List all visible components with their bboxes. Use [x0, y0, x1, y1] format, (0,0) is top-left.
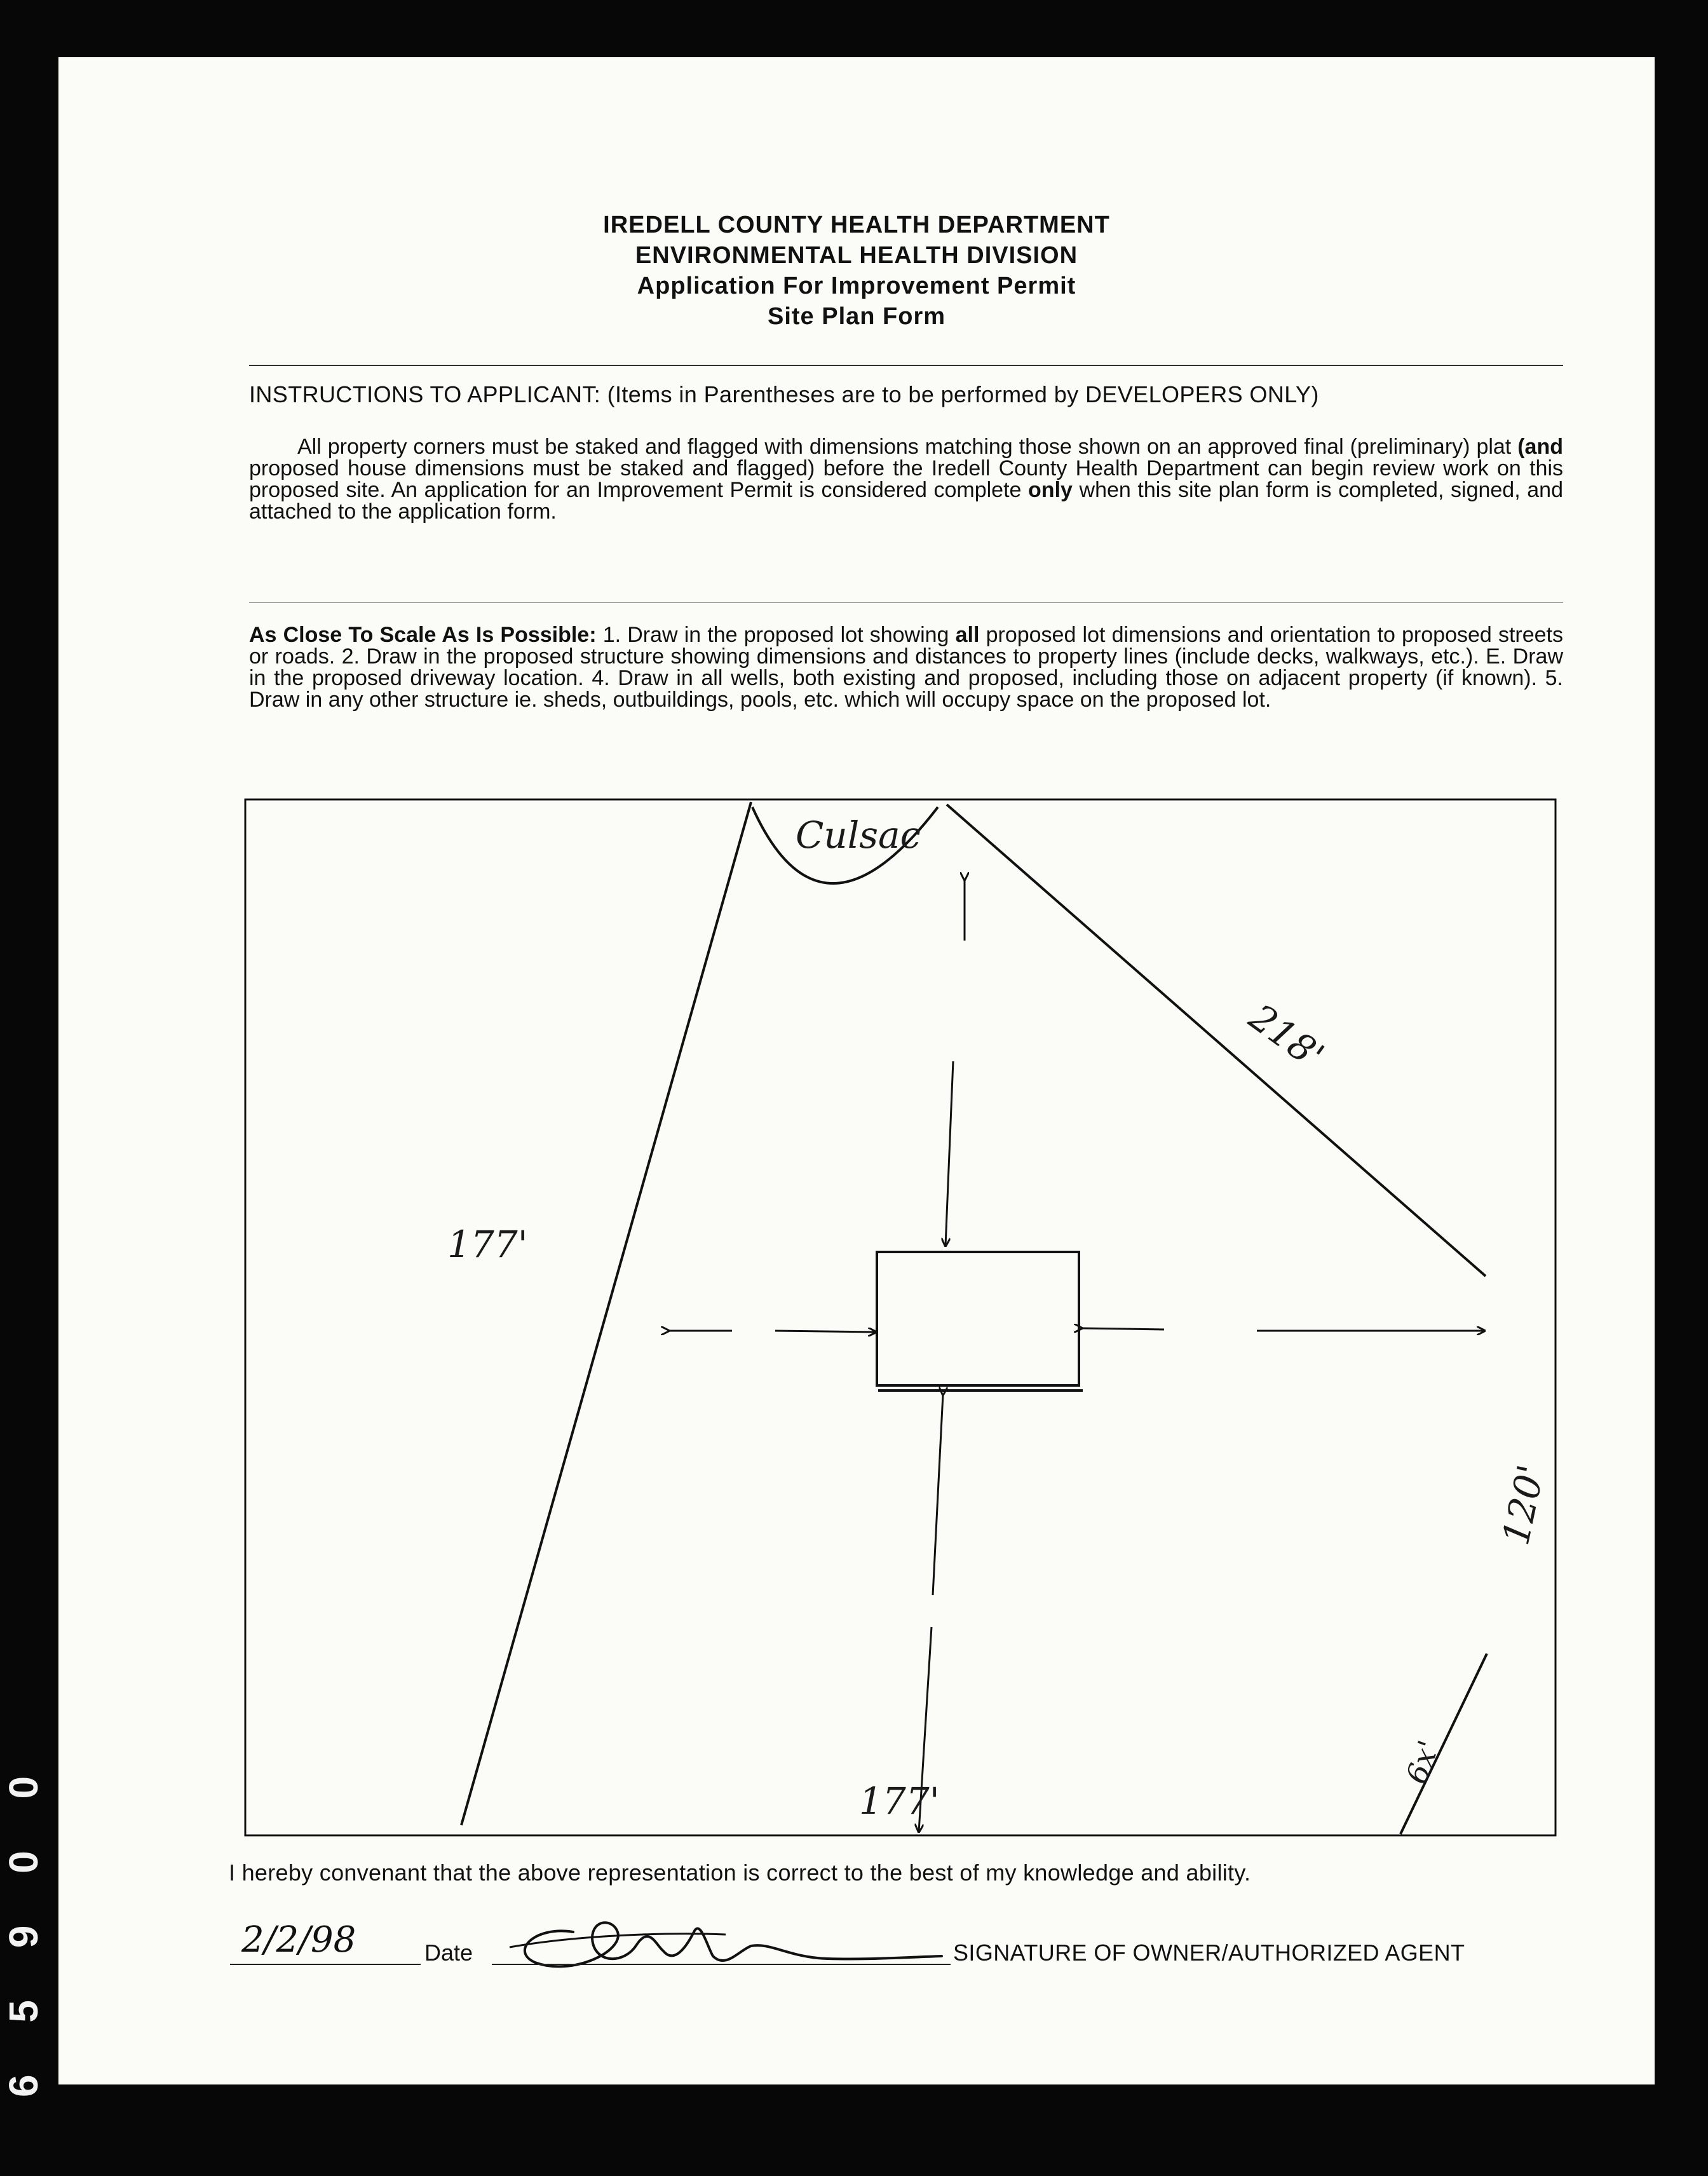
edge-document-number: 6 5 9 0 0 — [1, 1755, 46, 2097]
dimension-left-label: 177' — [447, 1223, 528, 1266]
scale-lead: As Close To Scale As Is Possible: — [249, 623, 597, 647]
signature-label: SIGNATURE OF OWNER/AUTHORIZED AGENT — [953, 1940, 1465, 1966]
dimension-diagonal-label: 218' — [1241, 995, 1332, 1078]
instructions-text-1: All property corners must be staked and flagged with dimensions matching those shown on an approved final (preliminary) plat — [297, 435, 1518, 459]
owner-signature — [497, 1907, 954, 1976]
dimension-right-label: 120' — [1494, 1460, 1554, 1549]
scale-text-2: proposed lot dimensions and orientation to proposed streets or roads. 2. Draw in the proposed structure showing dimensions and distances to property lines (include decks, walkways, etc.). E. Draw in the proposed driveway location. 4. Draw in all wells, both existing and proposed, including those on adjacent property (if known). 5. Draw in any other structure ie. sheds, outbuildings, pools, etc. which will occupy space on the proposed lot. — [249, 623, 1563, 712]
scale-text-1: 1. Draw in the proposed lot showing — [596, 623, 956, 647]
instructions-title: INSTRUCTIONS TO APPLICANT: (Items in Parentheses are to be performed by DEVELOPERS ONLY) — [249, 381, 1319, 407]
dist-arrow-top-lower — [946, 1061, 953, 1246]
attestation-statement: I hereby convenant that the above representation is correct to the best of my knowledge and ability. — [229, 1860, 1251, 1886]
cul-de-sac-label: Culsac — [796, 813, 921, 857]
lot-line-left — [461, 802, 751, 1825]
date-value: 2/2/98 — [241, 1919, 356, 1961]
dist-arrow-left-inner — [775, 1331, 876, 1332]
dist-arrow-bottom-upper — [933, 1394, 943, 1595]
signature-row — [230, 1919, 1596, 1970]
instructions-text-3: when this site plan form is completed, signed, and attached to the application form. — [249, 478, 1563, 524]
scale-bold-all: all — [955, 623, 980, 647]
instructions-bold-1: (and — [1517, 435, 1563, 459]
dimension-corner-label: 6x' — [1399, 1736, 1446, 1788]
division-title: ENVIRONMENTAL HEALTH DIVISION — [635, 242, 1078, 269]
instructions-bold-2: only — [1028, 478, 1073, 502]
house-footprint — [877, 1252, 1079, 1385]
lot-line-diagonal — [947, 805, 1486, 1276]
dimension-bottom-label: 177' — [859, 1779, 940, 1823]
date-label: Date — [424, 1940, 473, 1966]
form-page — [58, 57, 1655, 2084]
form-title: Site Plan Form — [767, 303, 946, 330]
date-line — [230, 1964, 421, 1965]
department-title: IREDELL COUNTY HEALTH DEPARTMENT — [603, 212, 1110, 238]
instructions-text-2: proposed house dimensions must be staked and flagged) before the Iredell County Health Department can begin review work on this proposed site. An application for an Improvement Permit is considered complete — [249, 456, 1563, 502]
signature-line — [492, 1964, 951, 1965]
site-plan-drawing — [58, 57, 1655, 2084]
site-plan-frame — [245, 799, 1556, 1835]
dist-arrow-right-inner — [1081, 1328, 1164, 1329]
application-title: Application For Improvement Permit — [637, 273, 1076, 299]
